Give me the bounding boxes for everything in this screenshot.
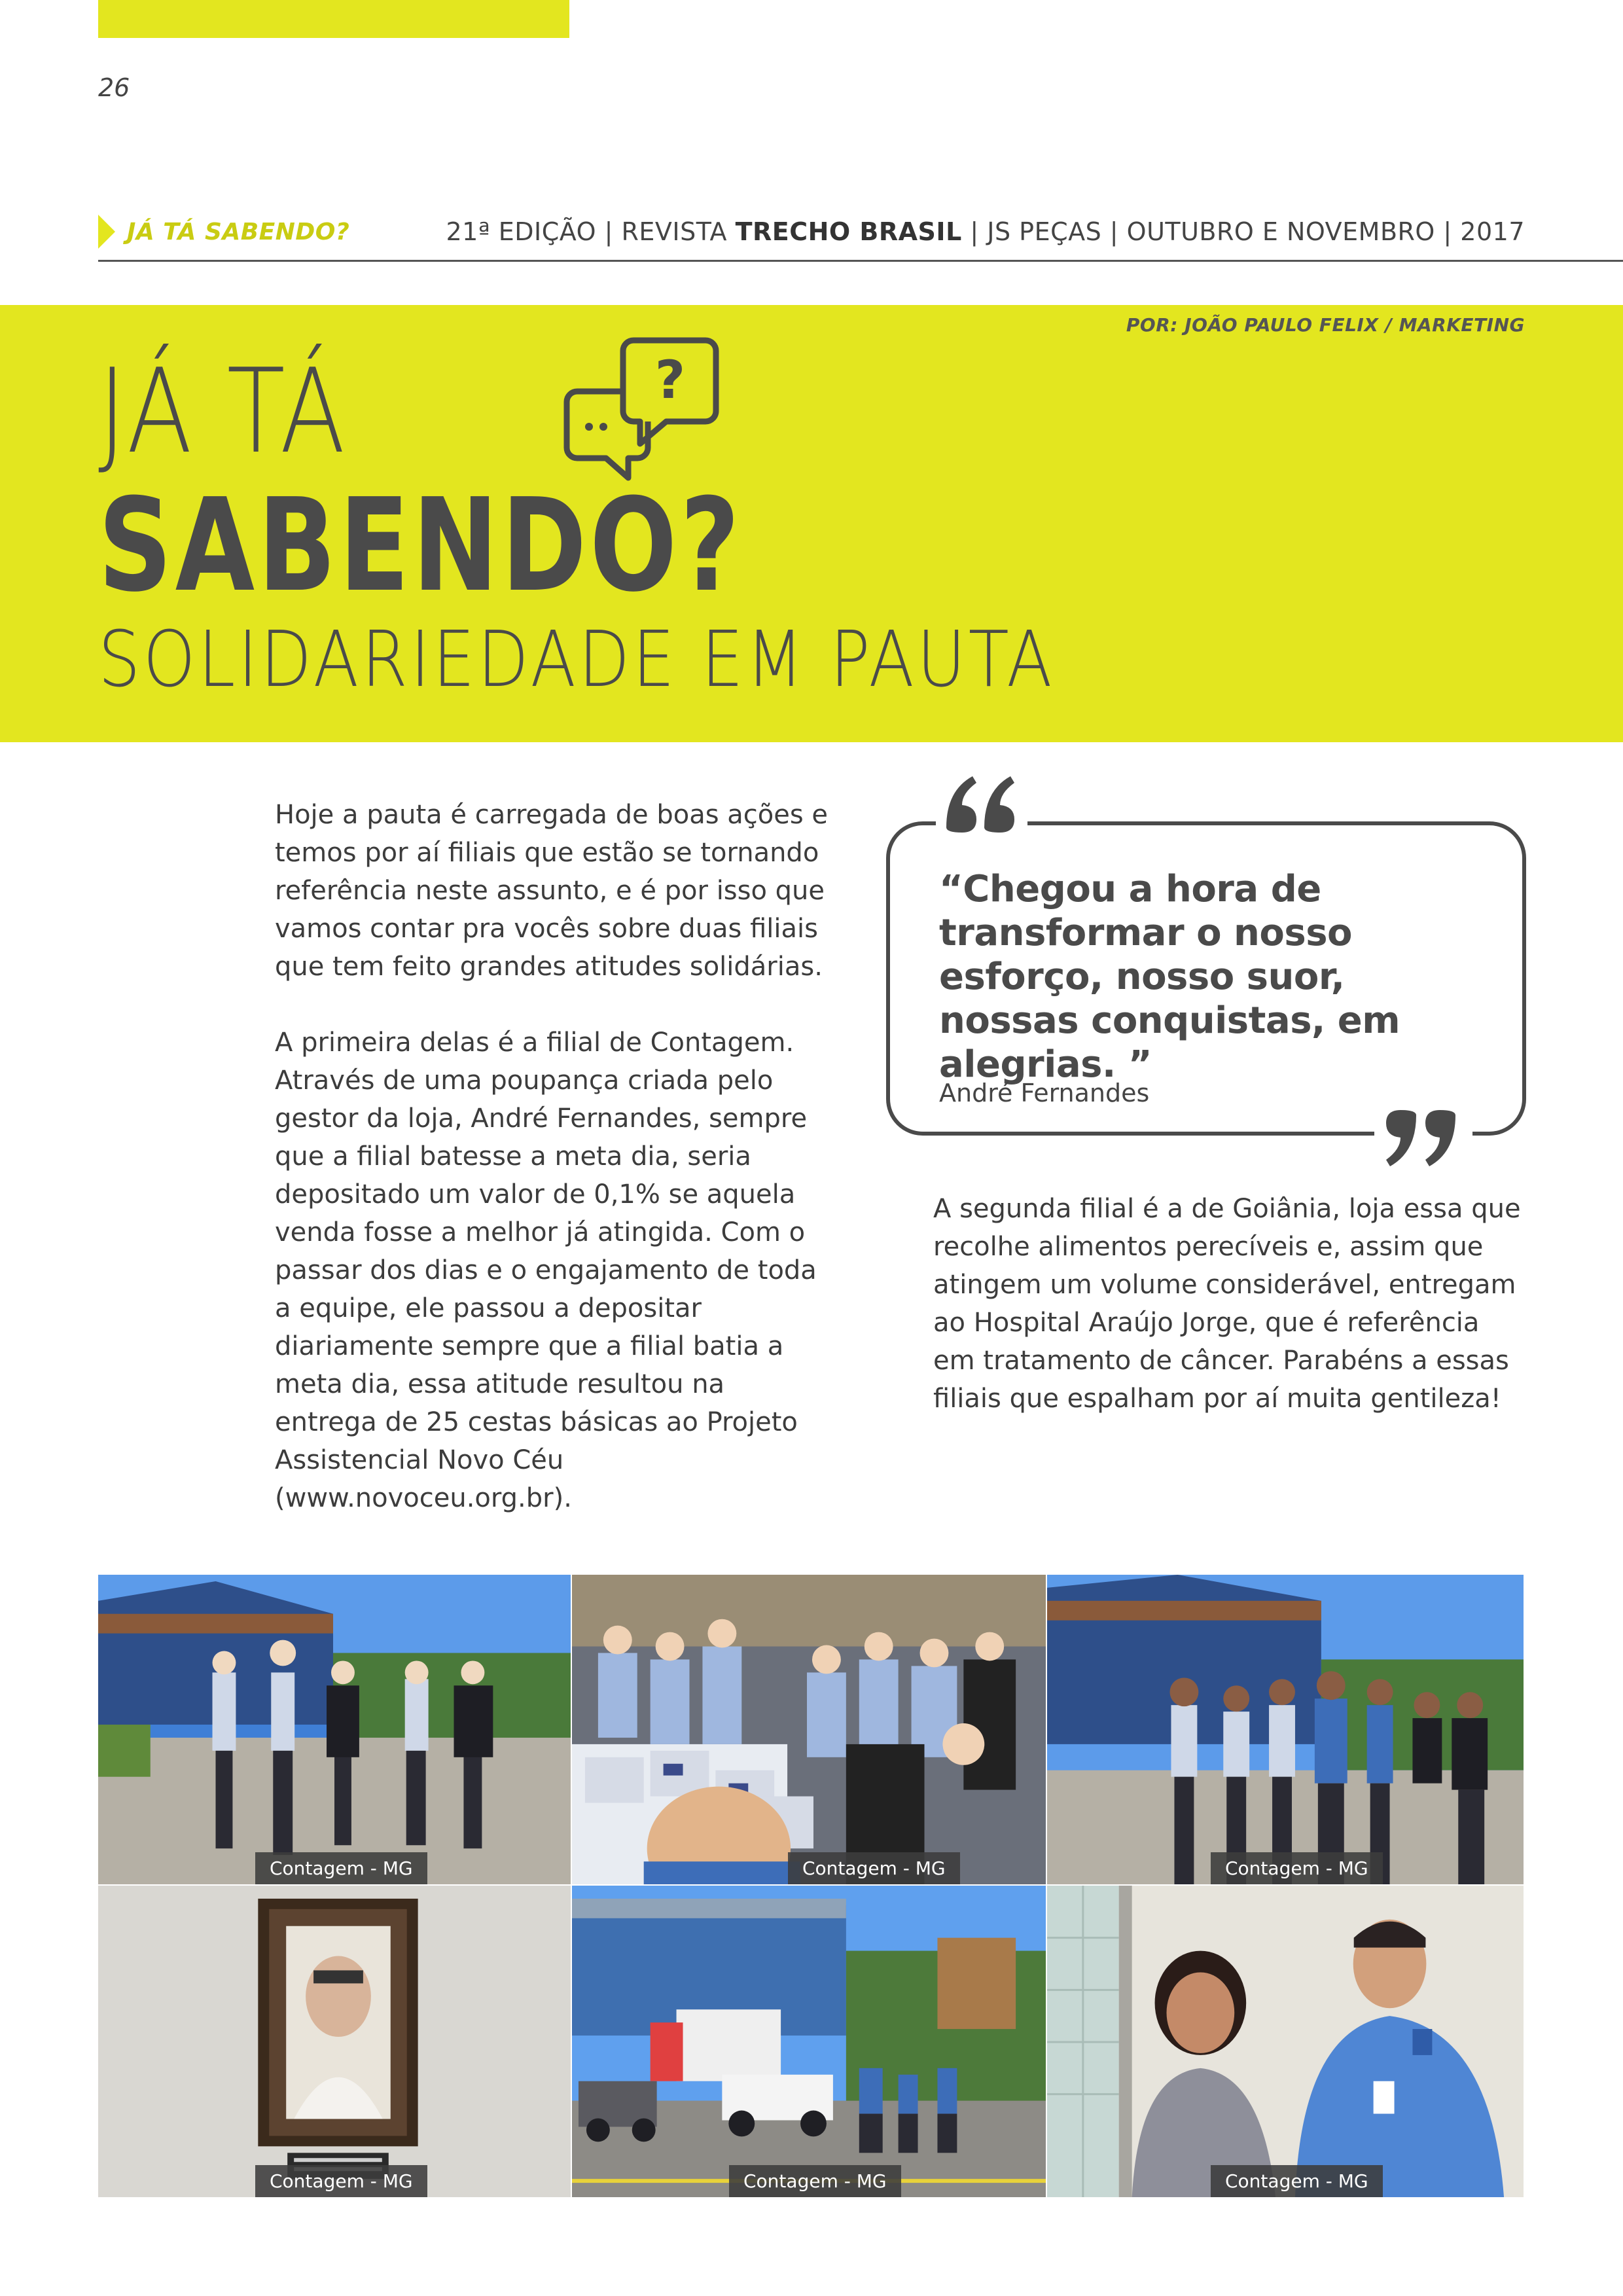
photo-caption: Contagem - MG <box>1211 2165 1383 2197</box>
svg-text:?: ? <box>654 350 686 410</box>
section-tag <box>98 215 349 249</box>
photo-grid <box>98 1575 1525 2198</box>
headline-subtitle: SOLIDARIEDADE EM PAUTA <box>98 614 1055 704</box>
edition-line <box>446 217 1525 246</box>
paragraph-goiania: A segunda filial é a de Goiânia, loja essa que recolhe alimentos perecíveis e, assim que atingem um volume considerável, entregam ao Hospital Araújo Jorge, que é referência em tratamento de câncer. Parabéns a essas filiais que espalham por aí muita gentileza! <box>933 1194 1521 1414</box>
edition-part2: | JS PEÇAS | OUTUBRO E NOVEMBRO | 2017 <box>961 217 1525 246</box>
open-quote-icon <box>936 764 1027 850</box>
edition-part1: 21ª EDIÇÃO | REVISTA <box>446 217 736 246</box>
close-quote-icon <box>1374 1100 1472 1185</box>
photo-framed-portrait <box>98 1886 572 2198</box>
photo-caption: Contagem - MG <box>255 2165 427 2197</box>
photo-caption: Contagem - MG <box>1211 1852 1383 1884</box>
page-number: 26 <box>98 73 130 102</box>
pull-quote-author: André Fernandes <box>939 1079 1150 1107</box>
paragraph-contagem: A primeira delas é a filial de Contagem. Através de uma poupança criada pelo gestor da loja, André Fernandes, sempre que a filial batesse a meta dia, seria depositado um valor de 0,1% se aquela venda fosse a melhor já atingida. Com o passar dos dias e o engajamento de toda a equipe, ele passou a depositar diariamente sempre que a filial batia a meta dia, essa atitude resultou na entrega de 25 cestas básicas ao Projeto Assistencial Novo Céu (www.novoceu.org.br). <box>275 1028 817 1513</box>
photo-team-contagem-1 <box>98 1575 572 1886</box>
article-left-column <box>275 796 831 1555</box>
top-accent-bar <box>98 0 569 38</box>
photo-team-donations-selfie <box>572 1575 1047 1886</box>
photo-caption: Contagem - MG <box>788 1852 960 1884</box>
byline: POR: JOÃO PAULO FELIX / MARKETING <box>1126 314 1525 336</box>
photo-parking-lot <box>572 1886 1047 2198</box>
section-tag-label: JÁ TÁ SABENDO? <box>127 218 350 245</box>
headline-line1: JÁ TÁ <box>98 344 348 479</box>
magazine-name: TRECHO BRASIL <box>735 217 962 246</box>
chat-bubbles-question-icon <box>555 327 725 484</box>
photo-staff-duo <box>1047 1886 1525 2198</box>
paragraph-intro: Hoje a pauta é carregada de boas ações e temos por aí filiais que estão se tornando referência neste assunto, e é por isso que vamos contar pra vocês sobre duas filiais que tem feito grandes atitudes solidárias. <box>275 800 829 982</box>
header-divider <box>98 260 1623 262</box>
headline-line2: SABENDO? <box>98 471 743 620</box>
play-arrow-icon <box>98 215 115 249</box>
photo-caption: Contagem - MG <box>729 2165 901 2197</box>
photo-team-contagem-2 <box>1047 1575 1525 1886</box>
pull-quote-text: “Chegou a hora de transformar o nosso esforço, nosso suor, nossas conquistas, em alegrias. ” <box>939 868 1400 1086</box>
photo-caption: Contagem - MG <box>255 1852 427 1884</box>
